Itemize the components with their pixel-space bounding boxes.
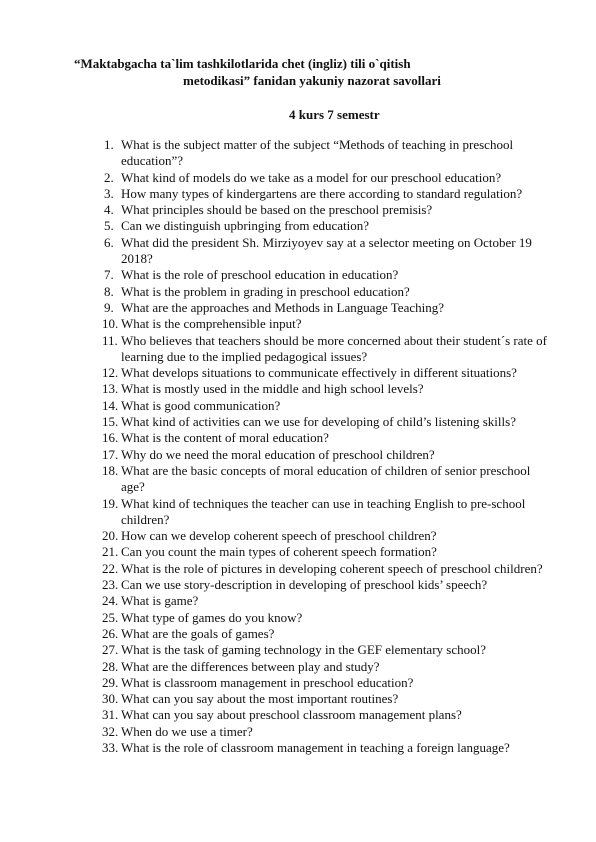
- question-item: [0, 707, 596, 723]
- question-item: [0, 610, 596, 626]
- question-text: What kind of models do we take as a model for our preschool education?: [121, 169, 502, 185]
- question-text: What is game?: [121, 593, 199, 609]
- question-item: [0, 724, 596, 740]
- question-item: [0, 218, 596, 234]
- course-semester: 4 kurs 7 semestr: [289, 107, 380, 122]
- question-item: [0, 284, 596, 300]
- question-text: When do we use a timer?: [121, 723, 253, 739]
- question-item: [0, 170, 596, 186]
- question-item: [0, 691, 596, 707]
- question-number: 31.: [102, 707, 119, 723]
- question-item: [0, 642, 596, 658]
- question-item: [0, 202, 596, 218]
- question-number: 7.: [104, 267, 114, 283]
- question-number: 26.: [102, 625, 119, 641]
- question-item: [0, 235, 596, 268]
- question-item: [0, 300, 596, 316]
- question-number: 29.: [102, 674, 119, 690]
- question-text: What is the content of moral education?: [121, 430, 329, 446]
- question-number: 6.: [104, 234, 114, 250]
- question-list: [0, 137, 596, 756]
- question-number: 16.: [102, 430, 119, 446]
- question-number: 8.: [104, 283, 114, 299]
- question-number: 27.: [102, 642, 119, 658]
- question-item: [0, 398, 596, 414]
- question-text: What is the role of classroom management in teaching a foreign language?: [121, 739, 510, 755]
- question-number: 5.: [104, 218, 114, 234]
- question-text: How many types of kindergartens are there according to standard regulation?: [121, 185, 523, 201]
- question-text: Can we use story-description in developing of preschool kids’ speech?: [121, 577, 488, 593]
- question-item: [0, 463, 596, 496]
- question-text: What can you say about the most important routines?: [121, 691, 399, 707]
- question-item: [0, 316, 596, 332]
- question-number: 15.: [102, 414, 119, 430]
- question-item: [0, 561, 596, 577]
- question-text: What type of games do you know?: [121, 609, 303, 625]
- question-item: [0, 267, 596, 283]
- question-text: Why do we need the moral education of preschool children?: [121, 446, 435, 462]
- question-text: What is the role of pictures in developing coherent speech of preschool children?: [121, 560, 543, 576]
- question-item: [0, 626, 596, 642]
- question-text: What is the problem in grading in preschool education?: [121, 283, 410, 299]
- question-number: 4.: [104, 202, 114, 218]
- question-number: 1.: [104, 137, 114, 152]
- question-text: What kind of activities can we use for developing of child’s listening skills?: [121, 414, 516, 430]
- question-text: What develops situations to communicate effectively in different situations?: [121, 365, 517, 381]
- question-text: What are the differences between play and study?: [121, 658, 380, 674]
- question-number: 32.: [102, 723, 119, 739]
- title-line-2: metodikasi” fanidan yakuniy nazorat savollari: [183, 73, 441, 88]
- question-number: 24.: [102, 593, 119, 609]
- question-text: Who believes that teachers should be more concerned about their student´s rate of learning due to the implied pedagogical issues?: [121, 332, 547, 364]
- question-item: [0, 186, 596, 202]
- question-number: 2.: [104, 169, 114, 185]
- question-number: 20.: [102, 528, 119, 544]
- question-item: [0, 496, 596, 529]
- question-text: What are the approaches and Methods in Language Teaching?: [121, 299, 444, 315]
- question-text: How can we develop coherent speech of preschool children?: [121, 528, 437, 544]
- question-item: [0, 659, 596, 675]
- question-text: What kind of techniques the teacher can use in teaching English to pre-school children?: [121, 495, 526, 527]
- question-item: [0, 333, 596, 366]
- question-text: Can we distinguish upbringing from education?: [121, 218, 370, 234]
- question-text: What is the role of preschool education in education?: [121, 267, 399, 283]
- question-text: What can you say about preschool classroom management plans?: [121, 707, 462, 723]
- question-number: 13.: [102, 381, 119, 397]
- question-number: 11.: [102, 332, 118, 348]
- question-item: [0, 593, 596, 609]
- question-number: 14.: [102, 397, 119, 413]
- question-item: [0, 381, 596, 397]
- question-number: 22.: [102, 560, 119, 576]
- question-number: 18.: [102, 462, 119, 478]
- question-text: What is classroom management in preschool education?: [121, 674, 414, 690]
- question-text: What is the comprehensible input?: [121, 316, 302, 332]
- question-item: [0, 528, 596, 544]
- question-item: [0, 430, 596, 446]
- question-text: What is mostly used in the middle and high school levels?: [121, 381, 424, 397]
- question-number: 30.: [102, 691, 119, 707]
- question-number: 10.: [102, 316, 119, 332]
- question-number: 33.: [102, 739, 119, 755]
- question-item: [0, 577, 596, 593]
- title-line-1: “Maktabgacha ta`lim tashkilotlarida chet (ingliz) tili o`qitish: [74, 56, 411, 71]
- question-number: 17.: [102, 446, 119, 462]
- question-text: What is the task of gaming technology in the GEF elementary school?: [121, 642, 486, 658]
- question-item: [0, 365, 596, 381]
- question-number: 25.: [102, 609, 119, 625]
- question-item: [0, 675, 596, 691]
- question-item: [0, 414, 596, 430]
- document-title: [0, 55, 596, 89]
- question-text: What did the president Sh. Mirziyoyev say at a selector meeting on October 19 2018?: [121, 234, 532, 267]
- question-text: What is good communication?: [121, 397, 281, 413]
- question-item: [0, 137, 596, 170]
- question-number: 21.: [102, 544, 119, 560]
- question-number: 28.: [102, 658, 119, 674]
- question-number: 3.: [104, 185, 114, 201]
- question-text: What principles should be based on the preschool premisis?: [121, 202, 433, 218]
- question-item: [0, 447, 596, 463]
- question-number: 12.: [102, 365, 119, 381]
- question-item: [0, 544, 596, 560]
- question-item: [0, 740, 596, 756]
- question-text: What is the subject matter of the subject “Methods of teaching in preschool education”?: [121, 137, 514, 169]
- question-text: What are the goals of games?: [121, 625, 275, 641]
- question-number: 19.: [102, 495, 119, 511]
- question-text: Can you count the main types of coherent speech formation?: [121, 544, 437, 560]
- question-text: What are the basic concepts of moral education of children of senior preschool age?: [121, 462, 531, 495]
- question-number: 23.: [102, 577, 119, 593]
- question-number: 9.: [104, 299, 114, 315]
